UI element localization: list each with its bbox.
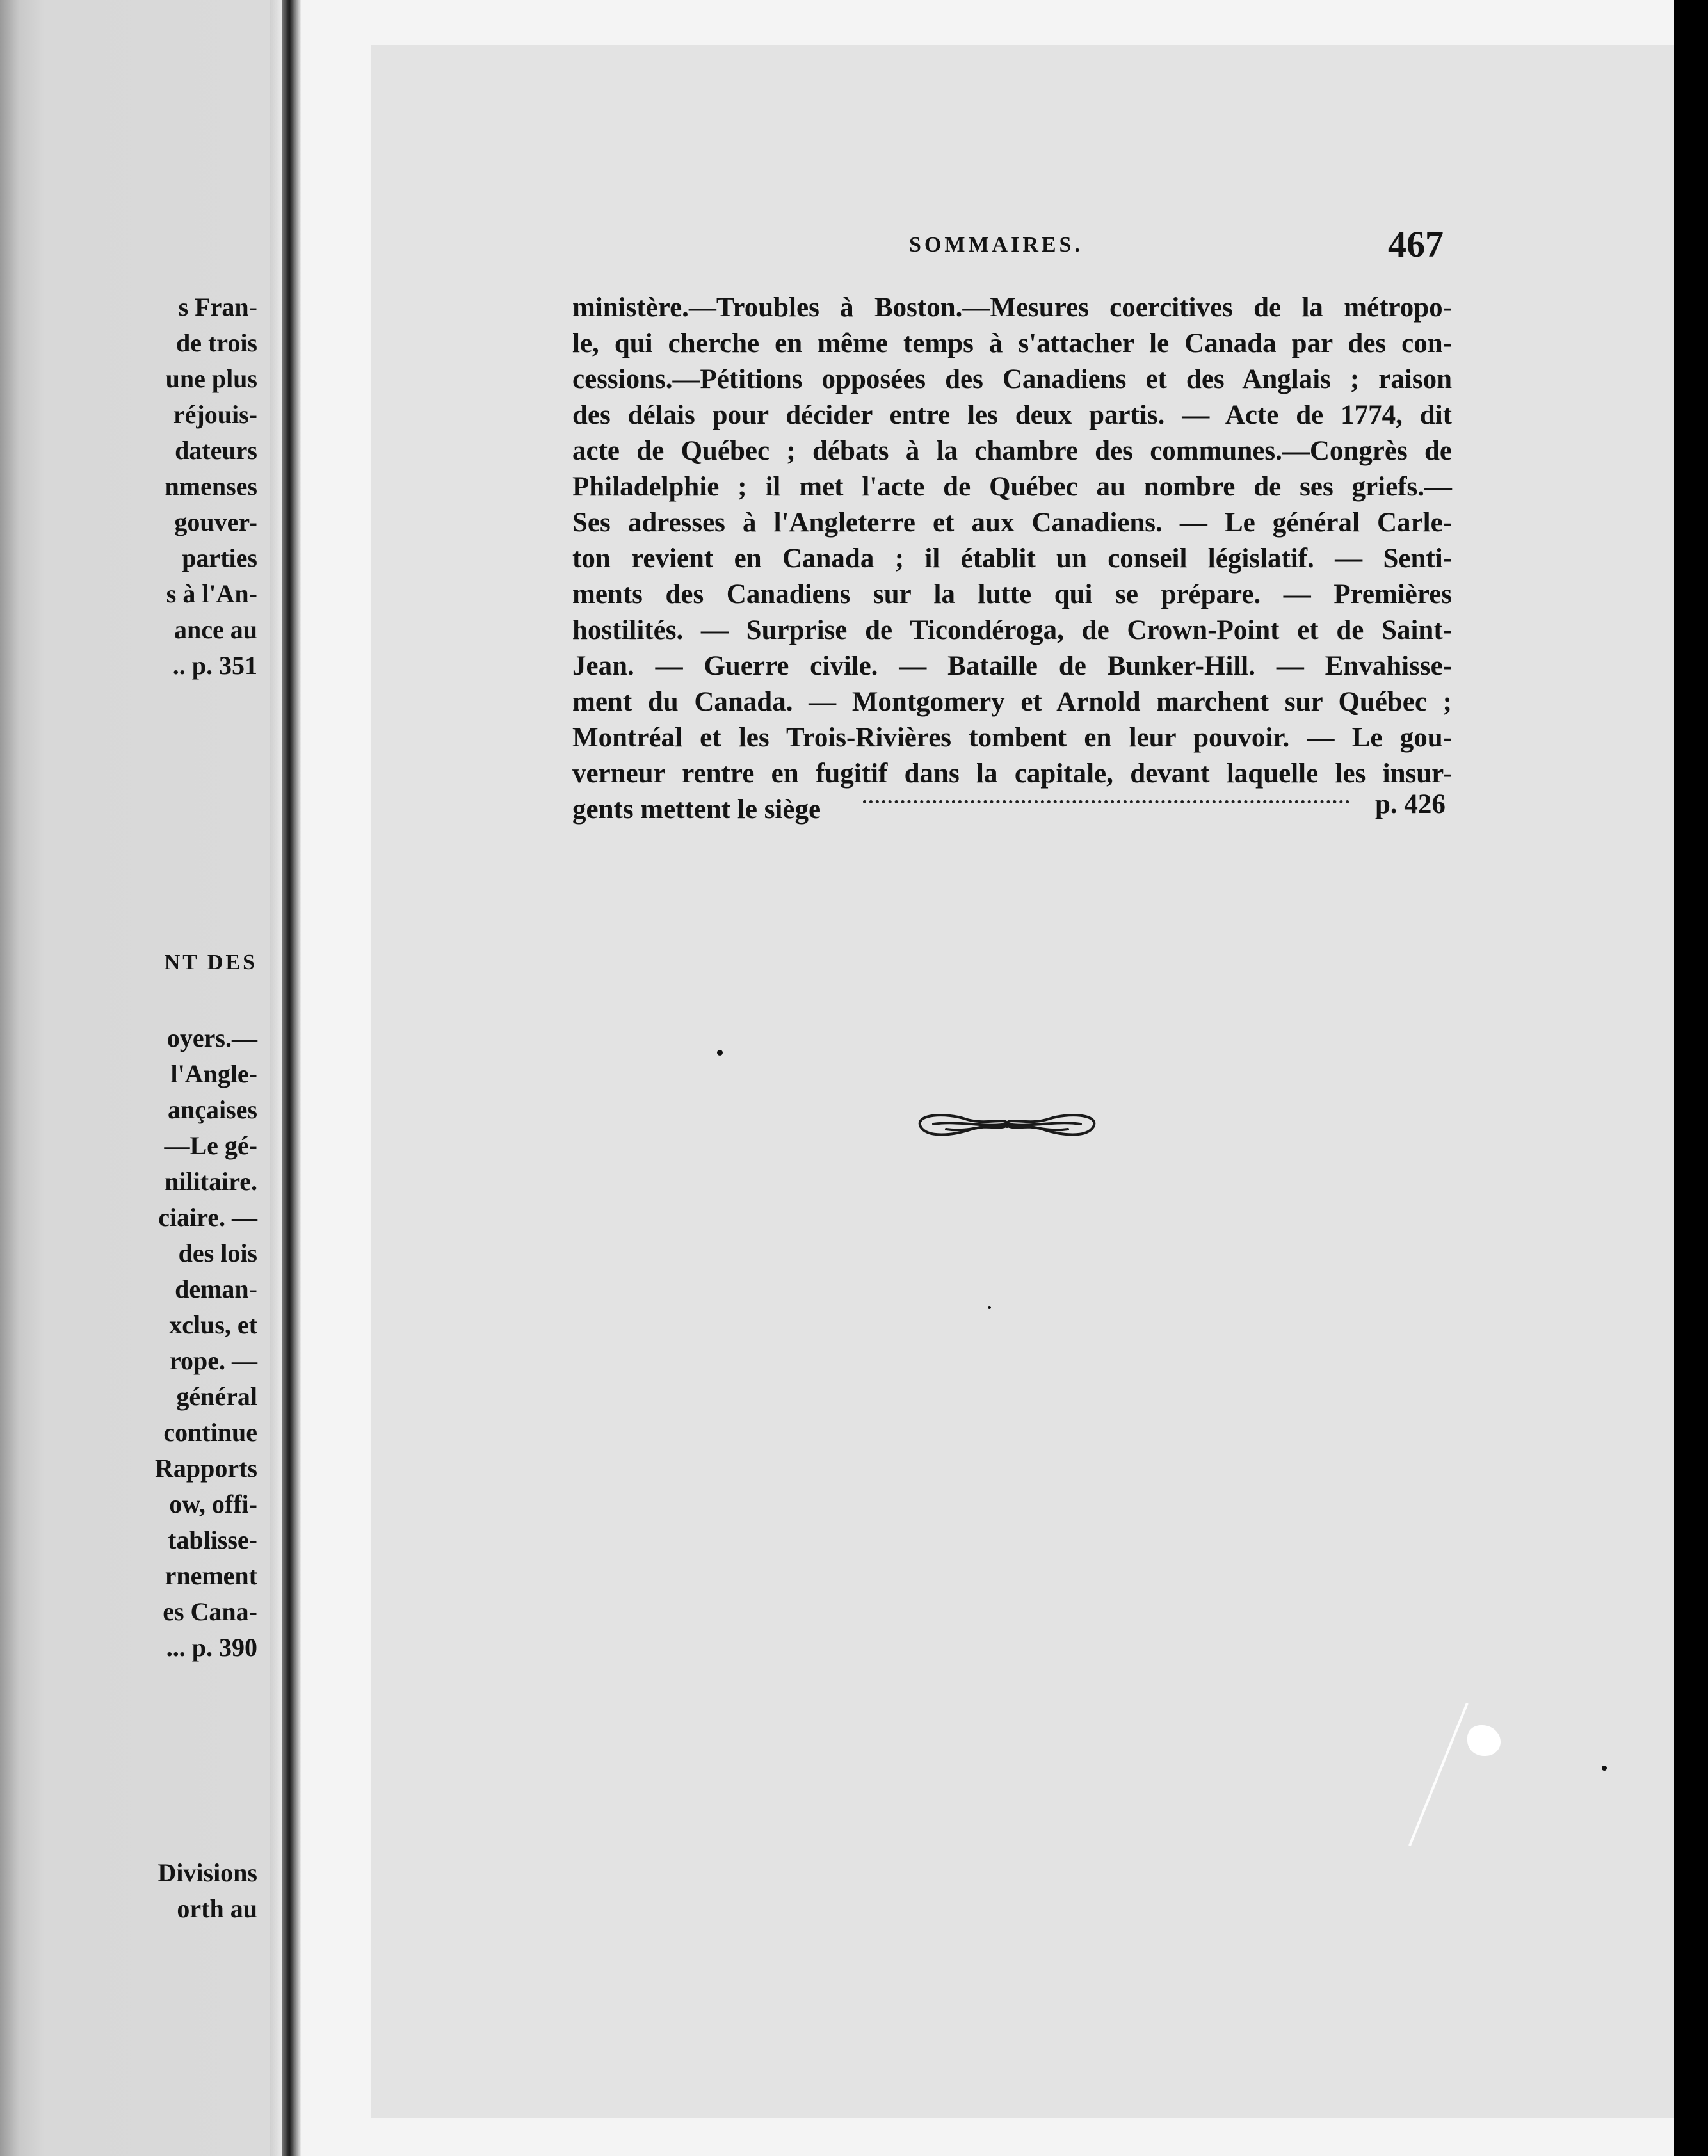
body-text-line: hostilités. — Surprise de Ticondéroga, de Crown-Point et de Saint-: [572, 615, 1452, 645]
left-text-line: l'Angle-: [170, 1059, 257, 1088]
left-text-line: parties: [182, 543, 257, 572]
left-text-line: orth au: [177, 1894, 257, 1923]
left-text-line: dateurs: [175, 436, 257, 465]
body-text-line: cessions.—Pétitions opposées des Canadiens et des Anglais ; raison: [572, 364, 1452, 394]
body-text-line: ment du Canada. — Montgomery et Arnold marchent sur Québec ;: [572, 687, 1452, 717]
left-text-line: .. p. 351: [172, 651, 257, 680]
body-text-line: Ses adresses à l'Angleterre et aux Canadiens. — Le général Carle-: [572, 508, 1452, 538]
left-text-line: ... p. 390: [166, 1633, 257, 1662]
scan-border: [1674, 0, 1708, 2156]
left-text-line: ow, offi-: [169, 1490, 257, 1518]
left-text-line: des lois: [178, 1239, 257, 1267]
body-text-line: acte de Québec ; débats à la chambre des communes.—Congrès de: [572, 436, 1452, 466]
left-text-line: réjouis-: [173, 400, 257, 429]
left-text-line: es Cana-: [163, 1597, 257, 1626]
ink-speck: [1602, 1766, 1607, 1771]
left-text-line: de trois: [175, 328, 257, 357]
body-text-line: le, qui cherche en même temps à s'attacher le Canada par des con-: [572, 328, 1452, 358]
dot-leader: [863, 791, 1349, 803]
left-text-line: Divisions: [157, 1858, 257, 1887]
fleuron-ornament-icon: [908, 1101, 1106, 1146]
body-text-line: Montréal et les Trois-Rivières tombent en leur pouvoir. — Le gou-: [572, 723, 1452, 753]
left-text-line: s Fran-: [178, 293, 257, 321]
page-edge: [270, 0, 282, 2156]
left-text-line: ançaises: [168, 1095, 257, 1124]
left-text-line: deman-: [175, 1275, 257, 1303]
left-text-line: ance au: [174, 615, 257, 644]
body-text-line: verneur rentre en fugitif dans la capitale, devant laquelle les insur-: [572, 759, 1452, 789]
left-text-line: une plus: [165, 364, 257, 393]
left-text-line: continue: [163, 1418, 257, 1447]
left-text-line: s à l'An-: [166, 579, 257, 608]
left-text-line: rnement: [165, 1561, 257, 1590]
left-text-line: rope. —: [169, 1346, 257, 1375]
page-reference: p. 426: [1375, 789, 1446, 819]
previous-page-fragment: [0, 0, 282, 2156]
left-text-line: tablisse-: [168, 1525, 257, 1554]
left-text-line: nmenses: [165, 472, 257, 501]
left-text-line: oyers.—: [166, 1024, 257, 1052]
running-title: SOMMAIRES.: [909, 233, 1083, 257]
body-text-line: des délais pour décider entre les deux partis. — Acte de 1774, dit: [572, 400, 1452, 430]
ink-speck: [717, 1050, 723, 1056]
page-number: 467: [1388, 223, 1444, 265]
body-text-line: ton revient en Canada ; il établit un conseil législatif. — Senti-: [572, 543, 1452, 574]
body-text-line: ments des Canadiens sur la lutte qui se prépare. — Premières: [572, 579, 1452, 609]
left-text-line: xclus, et: [169, 1310, 257, 1339]
body-text-line: Philadelphie ; il met l'acte de Québec au nombre de ses griefs.—: [572, 472, 1452, 502]
left-text-line: ciaire. —: [158, 1203, 257, 1232]
left-text-line: général: [176, 1382, 257, 1411]
ink-speck: [988, 1306, 991, 1309]
body-text-last-line: gents mettent le siège: [572, 794, 821, 825]
left-text-line: gouver-: [174, 508, 257, 536]
left-text-line: —Le gé-: [164, 1131, 257, 1160]
left-text-line: nilitaire.: [165, 1167, 257, 1196]
book-gutter: [282, 0, 301, 2156]
left-text-line: Rapports: [154, 1454, 257, 1483]
body-text-line: ministère.—Troubles à Boston.—Mesures coercitives de la métropo-: [572, 293, 1452, 323]
left-heading-fragment: NT DES: [164, 951, 257, 974]
body-text-line: Jean. — Guerre civile. — Bataille de Bunker-Hill. — Envahisse-: [572, 651, 1452, 681]
